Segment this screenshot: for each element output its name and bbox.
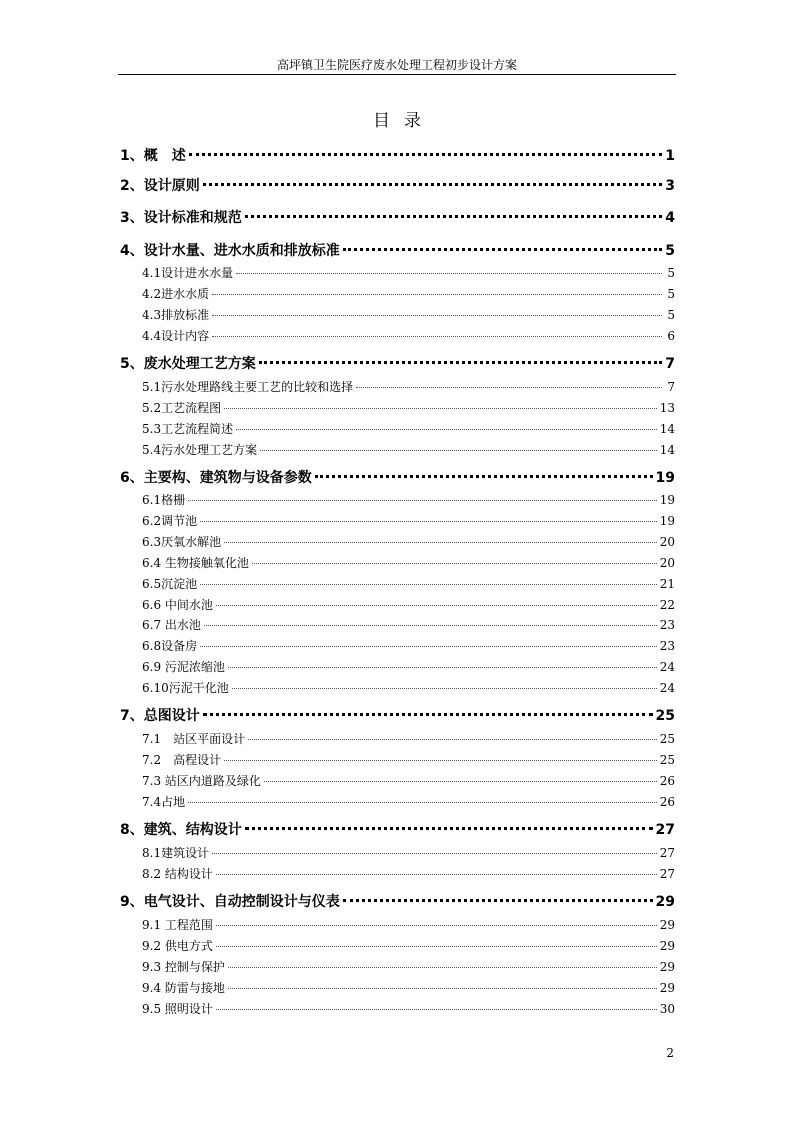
toc-entry-label: 6.8设备房	[142, 639, 198, 653]
toc-entry-label: 4.3排放标准	[142, 308, 210, 322]
toc-entry-label: 5.1污水处理路线主要工艺的比较和选择	[142, 380, 354, 394]
dot-leader	[212, 853, 657, 854]
toc-entry-section[interactable]	[120, 865, 675, 882]
toc-entry-section[interactable]	[120, 441, 675, 458]
toc-entry-label: 7.3 站区内道路及绿化	[142, 774, 261, 788]
toc-entry-page: 19	[659, 514, 675, 528]
toc-entry-section[interactable]	[120, 937, 675, 954]
toc-entry-label: 9.5 照明设计	[142, 1002, 213, 1016]
toc-entry-page: 27	[659, 846, 675, 860]
toc-entry-chapter[interactable]	[120, 891, 675, 911]
toc-entry-label: 5、废水处理工艺方案	[120, 356, 256, 372]
toc-entry-page: 23	[659, 639, 675, 653]
dot-leader	[228, 667, 657, 668]
toc-entry-label: 9.4 防雷与接地	[142, 981, 225, 995]
dot-leader	[188, 802, 657, 803]
toc-entry-section[interactable]	[120, 327, 675, 344]
toc-entry-section[interactable]	[120, 958, 675, 975]
dot-leader	[236, 429, 657, 430]
toc-entry-page: 22	[659, 598, 675, 612]
toc-entry-page: 20	[659, 535, 675, 549]
toc-entry-page: 21	[659, 577, 675, 591]
toc-entry-section[interactable]	[120, 772, 675, 789]
toc-entry-label: 8.1建筑设计	[142, 846, 210, 860]
toc-entry-label: 8、建筑、结构设计	[120, 822, 242, 838]
toc-entry-section[interactable]	[120, 916, 675, 933]
toc-entry-page: 19	[659, 493, 675, 507]
dot-leader	[232, 688, 657, 689]
toc-entry-label: 4.2进水水质	[142, 287, 210, 301]
dot-leader	[216, 925, 657, 926]
toc-entry-page: 26	[659, 774, 675, 788]
toc-entry-section[interactable]	[120, 399, 675, 416]
toc-entry-page: 5	[667, 287, 675, 301]
toc-entry-section[interactable]	[120, 979, 675, 996]
toc-entry-section[interactable]	[120, 793, 675, 810]
toc-entry-page: 25	[655, 708, 675, 724]
dot-leader	[228, 967, 657, 968]
toc-entry-page: 20	[659, 556, 675, 570]
dot-leader	[203, 183, 662, 186]
dot-leader	[224, 760, 657, 761]
toc-entry-page: 29	[659, 939, 675, 953]
toc-entry-page: 19	[655, 470, 675, 486]
toc-entry-label: 9.2 供电方式	[142, 939, 213, 953]
toc-entry-label: 9、电气设计、自动控制设计与仪表	[120, 894, 340, 910]
dot-leader	[343, 248, 662, 251]
toc-entry-label: 9.1 工程范围	[142, 918, 213, 932]
toc-entry-page: 25	[659, 753, 675, 767]
toc-entry-chapter[interactable]	[120, 819, 675, 839]
toc-entry-label: 6、主要构、建筑物与设备参数	[120, 470, 312, 486]
dot-leader	[216, 605, 657, 606]
toc-entry-label: 7.1 站区平面设计	[142, 732, 246, 746]
toc-entry-page: 24	[659, 681, 675, 695]
toc-entry-section[interactable]	[120, 616, 675, 633]
toc-entry-label: 6.10污泥干化池	[142, 681, 229, 695]
toc-entry-chapter[interactable]	[120, 145, 675, 165]
toc-entry-section[interactable]	[120, 596, 675, 613]
dot-leader	[203, 713, 653, 716]
toc-entry-chapter[interactable]	[120, 353, 675, 373]
toc-entry-page: 29	[659, 960, 675, 974]
toc-entry-page: 5	[667, 266, 675, 280]
toc-entry-page: 7	[667, 380, 675, 394]
toc-entry-page: 27	[655, 822, 675, 838]
dot-leader	[204, 625, 657, 626]
running-header: 高坪镇卫生院医疗废水处理工程初步设计方案	[276, 58, 517, 72]
dot-leader	[189, 153, 662, 156]
toc-entry-chapter[interactable]	[120, 240, 675, 260]
toc-entry-section[interactable]	[120, 679, 675, 696]
toc-entry-section[interactable]	[120, 512, 675, 529]
toc-entry-page: 14	[659, 443, 675, 457]
dot-leader	[259, 361, 662, 364]
page-number: 2	[666, 1046, 674, 1060]
dot-leader	[245, 215, 662, 218]
toc-entry-label: 6.1格栅	[142, 493, 186, 507]
toc-entry-section[interactable]	[120, 751, 675, 768]
toc-entry-label: 5.2工艺流程图	[142, 401, 222, 415]
toc-entry-label: 6.7 出水池	[142, 618, 201, 632]
toc-entry-label: 7.2 高程设计	[142, 753, 222, 767]
dot-leader	[212, 336, 662, 337]
dot-leader	[228, 988, 657, 989]
dot-leader	[356, 387, 662, 388]
toc-entry-page: 14	[659, 422, 675, 436]
toc-entry-page: 27	[659, 867, 675, 881]
toc-entry-page: 24	[659, 660, 675, 674]
dot-leader	[264, 781, 657, 782]
toc-entry-page: 1	[665, 148, 675, 164]
dot-leader	[200, 521, 657, 522]
dot-leader	[216, 874, 657, 875]
dot-leader	[224, 408, 657, 409]
toc-entry-page: 25	[659, 732, 675, 746]
toc-entry-label: 5.3工艺流程简述	[142, 422, 234, 436]
dot-leader	[212, 294, 662, 295]
toc-entry-page: 26	[659, 795, 675, 809]
toc-entry-label: 6.4 生物接触氧化池	[142, 556, 249, 570]
toc-entry-label: 3、设计标准和规范	[120, 210, 242, 226]
dot-leader	[260, 450, 657, 451]
dot-leader	[236, 273, 662, 274]
toc-entry-section[interactable]	[120, 575, 675, 592]
dot-leader	[216, 946, 657, 947]
toc-entry-section[interactable]	[120, 491, 675, 508]
dot-leader	[343, 899, 653, 902]
toc-entry-label: 6.9 污泥浓缩池	[142, 660, 225, 674]
toc-entry-section[interactable]	[120, 637, 675, 654]
toc-entry-section[interactable]	[120, 285, 675, 302]
toc-entry-label: 6.6 中间水池	[142, 598, 213, 612]
toc-entry-page: 23	[659, 618, 675, 632]
toc-entry-label: 6.3厌氧水解池	[142, 535, 222, 549]
toc-entry-chapter[interactable]	[120, 705, 675, 725]
toc-entry-label: 4.1设计进水水量	[142, 266, 234, 280]
toc-entry-section[interactable]	[120, 730, 675, 747]
toc-entry-page: 29	[659, 981, 675, 995]
toc-entry-label: 4.4设计内容	[142, 329, 210, 343]
toc-entry-page: 13	[659, 401, 675, 415]
dot-leader	[248, 739, 657, 740]
toc-entry-page: 7	[665, 356, 675, 372]
dot-leader	[200, 646, 657, 647]
toc-entry-section[interactable]	[120, 378, 675, 395]
toc-entry-section[interactable]	[120, 264, 675, 281]
toc-entry-section[interactable]	[120, 420, 675, 437]
header-rule	[118, 74, 676, 75]
toc-entry-page: 29	[655, 894, 675, 910]
toc-entry-label: 7.4占地	[142, 795, 186, 809]
toc-entry-section[interactable]	[120, 306, 675, 323]
dot-leader	[188, 500, 657, 501]
toc-entry-label: 6.2调节池	[142, 514, 198, 528]
toc-entry-label: 9.3 控制与保护	[142, 960, 225, 974]
toc-entry-label: 2、设计原则	[120, 178, 200, 194]
toc-entry-label: 1、概 述	[120, 148, 186, 164]
toc-entry-page: 5	[667, 308, 675, 322]
toc-entry-page: 30	[659, 1002, 675, 1016]
toc-entry-label: 4、设计水量、进水水质和排放标准	[120, 243, 340, 259]
toc-entry-page: 6	[667, 329, 675, 343]
dot-leader	[216, 1009, 657, 1010]
dot-leader	[315, 475, 653, 478]
toc-entry-label: 5.4污水处理工艺方案	[142, 443, 258, 457]
toc-entry-section[interactable]	[120, 533, 675, 550]
toc-entry-page: 5	[665, 243, 675, 259]
toc-entry-label: 8.2 结构设计	[142, 867, 213, 881]
toc-entry-page: 3	[665, 178, 675, 194]
toc-entry-label: 6.5沉淀池	[142, 577, 198, 591]
toc-entry-section[interactable]	[120, 554, 675, 571]
toc-entry-chapter[interactable]	[120, 175, 675, 195]
toc-entry-chapter[interactable]	[120, 467, 675, 487]
toc-entry-section[interactable]	[120, 1000, 675, 1017]
dot-leader	[252, 563, 657, 564]
dot-leader	[245, 827, 653, 830]
dot-leader	[212, 315, 662, 316]
dot-leader	[224, 542, 657, 543]
toc-entry-section[interactable]	[120, 658, 675, 675]
toc-title: 目录	[373, 111, 435, 131]
toc-entry-label: 7、总图设计	[120, 708, 200, 724]
toc-entry-page: 4	[665, 210, 675, 226]
dot-leader	[200, 584, 657, 585]
toc-entry-section[interactable]	[120, 844, 675, 861]
toc-entry-chapter[interactable]	[120, 207, 675, 227]
toc-entry-page: 29	[659, 918, 675, 932]
